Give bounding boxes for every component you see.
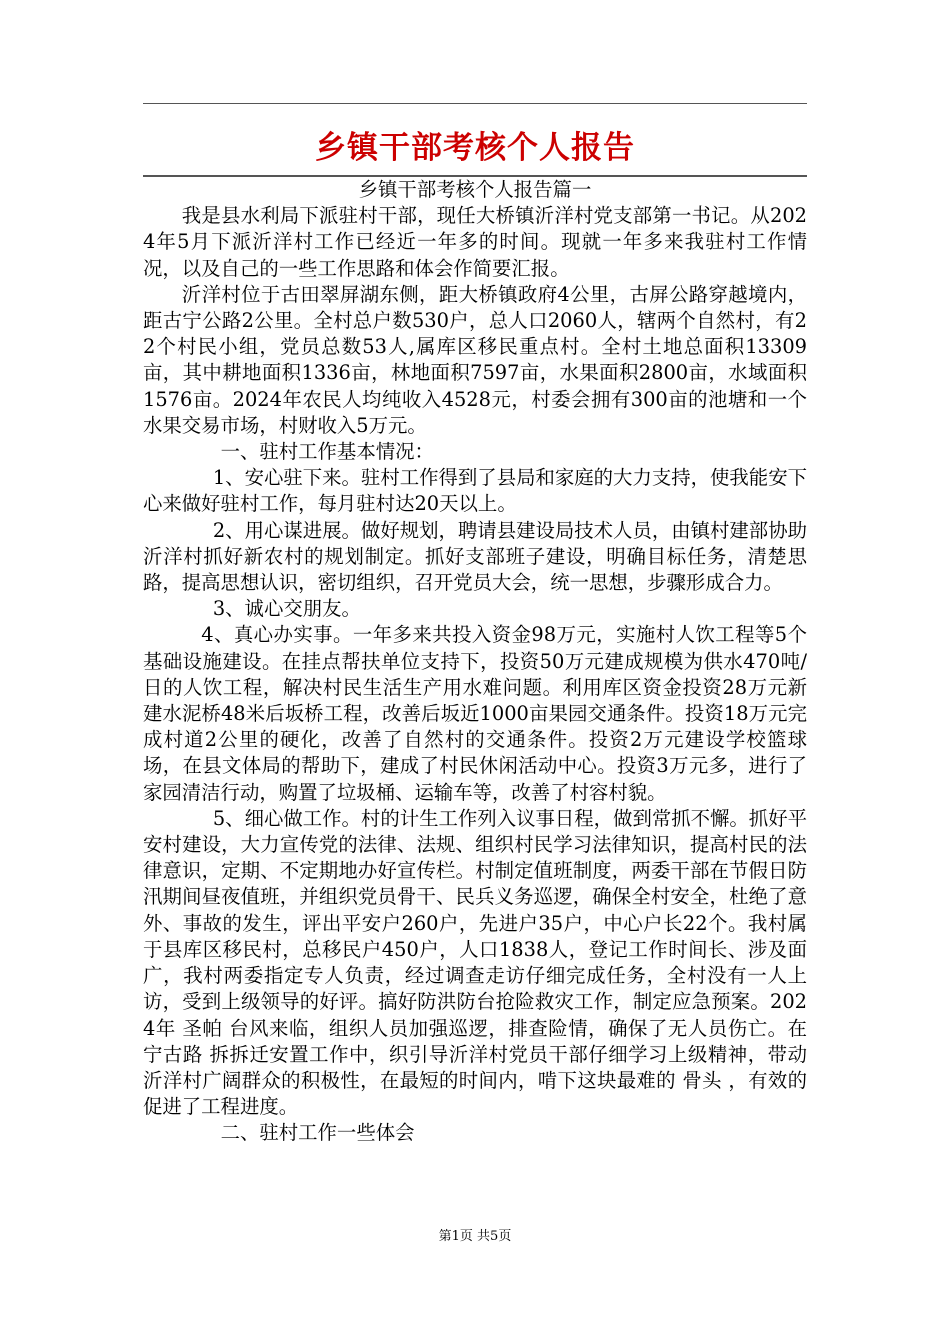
paragraph: 一、驻村工作基本情况： [220, 440, 434, 464]
paragraph-list [143, 203, 807, 1146]
paragraph: 4、真心办实事。一年多来共投入资金98万元，实施村人饮工程等5个基础设施建设。在挂点帮扶单位支持下，投资50万元建成规模为供水470吨/日的人饮工程，解决村民生活生产用水难问题。利用库区资金投资28万元新建水泥桥48米后坂桥工程，改善后坂近1000亩果园交通条件。投资18万元完成村道2公里的硬化，改善了自然村的交通条件。投资2万元建设学校篮球场，在县文体局的帮助下，建成了村民休闲活动中心。投资3万元多，进行了家园清洁行动，购置了垃圾桶、运输车等，改善了村容村貌。 [143, 623, 807, 804]
paragraph: 2、用心谋进展。做好规划，聘请县建设局技术人员，由镇村建部协助沂洋村抓好新农村的规划制定。抓好支部班子建设，明确目标任务，清楚思路，提高思想认识，密切组织，召开党员大会，统一思想，步骤形成合力。 [143, 518, 807, 595]
paragraph: 3、诚心交朋友。 [212, 597, 361, 621]
paragraph: 我是县水利局下派驻村干部，现任大桥镇沂洋村党支部第一书记。从2024年5月下派沂洋村工作已经近一年多的时间。现就一年多来我驻村工作情况，以及自己的一些工作思路和体会作简要汇报。 [143, 204, 807, 280]
section-title: 乡镇干部考核个人报告篇一 [358, 178, 592, 201]
document-body [143, 177, 807, 1147]
paragraph: 1、安心驻下来。驻村工作得到了县局和家庭的大力支持，使我能安下心来做好驻村工作，每月驻村达20天以上。 [143, 466, 807, 516]
paragraph: 二、驻村工作一些体会 [220, 1121, 415, 1145]
document-title: 乡镇干部考核个人报告 [315, 130, 635, 166]
page-number: 第1页 共5页 [438, 1229, 512, 1244]
header-rule [143, 103, 807, 104]
paragraph: 5、细心做工作。村的计生工作列入议事日程，做到常抓不懈。抓好平安村建设，大力宣传党的法律、法规、组织村民学习法律知识，提高村民的法律意识，定期、不定期地办好宣传栏。村制定值班制度，两委干部在节假日防汛期间昼夜值班，并组织党员骨干、民兵义务巡逻，确保全村安全，杜绝了意外、事故的发生，评出平安户260户，先进户35户，中心户长22个。我村属于县库区移民村，总移民户450户，人口1838人，登记工作时间长、涉及面广，我村两委指定专人负责，经过调查走访仔细完成任务，全村没有一人上访，受到上级领导的好评。搞好防洪防台抢险救灾工作，制定应急预案。2024年 圣帕 台风来临，组织人员加强巡逻，排查险情，确保了无人员伤亡。在 宁古路 拆拆迁安置工作中，织引导沂洋村党员干部仔细学习上级精神，带动沂洋村广阔群众的积极性，在最短的时间内，啃下这块最难的 骨头 ，有效的促进了工程进度。 [143, 806, 807, 1119]
paragraph: 沂洋村位于古田翠屏湖东侧，距大桥镇政府4公里，古屏公路穿越境内，距古宁公路2公里。全村总户数530户，总人口2060人，辖两个自然村，有22个村民小组，党员总数53人,属库区移民重点村。全村土地总面积13309亩，其中耕地面积1336亩，林地面积7597亩，水果面积2800亩，水域面积1576亩。2024年农民人均纯收入4528元，村委会拥有300亩的池塘和一个水果交易市场，村财收入5万元。 [143, 282, 807, 437]
